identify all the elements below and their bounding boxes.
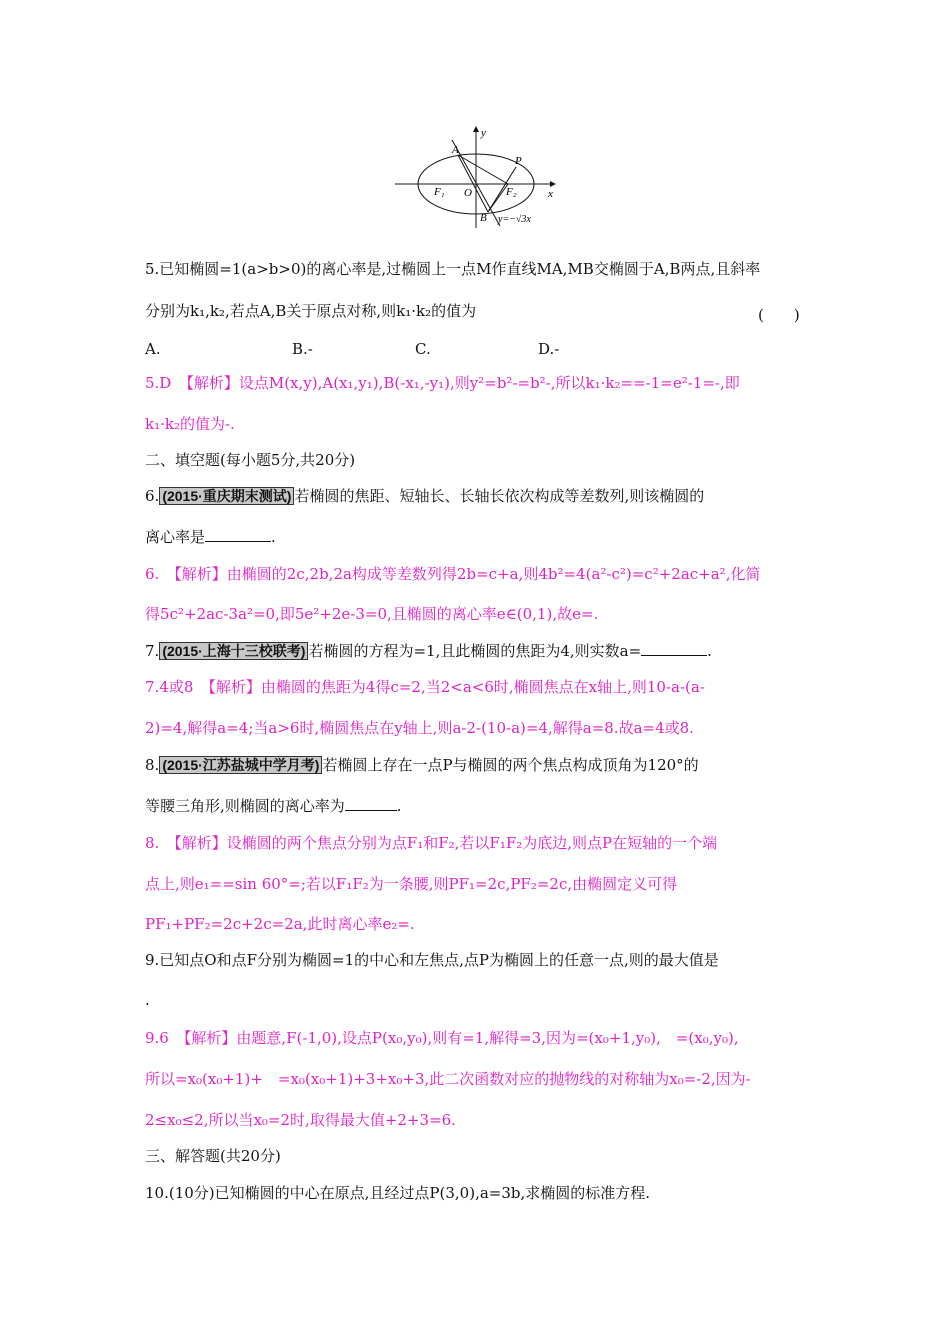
q7-number: 7. (145, 642, 160, 660)
a7-line2: 2)=4,解得a=4;当a>6时,椭圆焦点在y轴上,则a-2-(10-a)=4,解得a=8.故a=4或8. (145, 719, 694, 737)
q9-line2: . (145, 991, 150, 1009)
q7-text: 若椭圆的方程为=1,且此椭圆的焦距为4,则实数a= (308, 642, 642, 660)
q7-answer-blank[interactable] (641, 641, 707, 656)
q6-source-tag: (2015·重庆期末测试) (159, 487, 294, 505)
label-F1: F₁ (434, 186, 445, 198)
a8-line1: 8. 【解析】设椭圆的两个焦点分别为点F₁和F₂,若以F₁F₂为底边,则点P在短轴的一个端 (145, 834, 718, 852)
q5-line2: 分别为k₁,k₂,若点A,B关于原点对称,则k₁·k₂的值为 (145, 302, 477, 320)
a6-line1: 6. 【解析】由椭圆的2c,2b,2a构成等差数列得2b=c+a,则4b²=4(a²-c²)=c²+2ac+a²,化简 (145, 565, 761, 583)
label-x: x (548, 188, 553, 200)
a5-line1: 5.D 【解析】设点M(x,y),A(x₁,y₁),B(-x₁,-y₁),则y²=b²-=b²-,所以k₁·k₂==-1=e²-1=-,即 (145, 374, 740, 392)
a8-line3: PF₁+PF₂=2c+2c=2a,此时离心率e₂=. (145, 915, 415, 933)
q5-option-c: C. (415, 340, 431, 358)
label-O: O (464, 187, 472, 199)
label-A: A (452, 144, 459, 156)
a5-line2: k₁·k₂的值为-. (145, 415, 235, 433)
q8-line2 (145, 796, 402, 816)
label-F2: F₂ (506, 186, 517, 198)
section-2-title: 二、填空题(每小题5分,共20分) (145, 451, 356, 469)
x-axis-arrow-icon (550, 181, 556, 187)
q5-answer-paren: ( ) (758, 306, 800, 324)
a9-line3: 2≤x₀≤2,所以当x₀=2时,取得最大值+2+3=6. (145, 1111, 456, 1129)
q9-line1: 9.已知点O和点F分别为椭圆=1的中心和左焦点,点P为椭圆上的任意一点,则的最大值是 (145, 951, 719, 969)
q6-line2-text: 离心率是 (145, 528, 206, 546)
q6-end: . (271, 528, 276, 546)
q8-line2-text: 等腰三角形,则椭圆的离心率为 (145, 797, 345, 815)
a9-line2: 所以=x₀(x₀+1)+ =x₀(x₀+1)+3+x₀+3,此二次函数对应的抛物线的对称轴为x₀=-2,因为- (145, 1070, 751, 1088)
q8-line1 (145, 755, 699, 775)
label-y: y (481, 127, 486, 139)
q8-text: 若椭圆上存在一点P与椭圆的两个焦点构成顶角为120°的 (322, 756, 699, 774)
a9-line1: 9.6 【解析】由题意,F(-1,0),设点P(x₀,y₀),则有=1,解得=3,因为=(x₀+1,y₀), =(x₀,y₀), (145, 1029, 739, 1047)
label-P: P (515, 155, 522, 167)
q6-line1 (145, 486, 704, 506)
q6-text: 若椭圆的焦距、短轴长、长轴长依次构成等差数列,则该椭圆的 (294, 487, 705, 505)
q5-option-a: A. (145, 340, 161, 358)
a8-line2: 点上,则e₁==sin 60°=;若以F₁F₂为一条腰,则PF₁=2c,PF₂=2c,由椭圆定义可得 (145, 875, 678, 893)
section-3-title: 三、解答题(共20分) (145, 1147, 281, 1165)
q8-source-tag: (2015·江苏盐城中学月考) (159, 756, 322, 774)
q7-end: . (707, 642, 712, 660)
segment-F1-F2-mark (488, 184, 508, 212)
q7-source-tag: (2015·上海十三校联考) (159, 642, 308, 660)
q5-option-d: D.- (538, 340, 560, 358)
label-line-equation: y=−√3x (498, 214, 531, 225)
y-axis-arrow-icon (473, 126, 479, 132)
q8-end: . (396, 797, 402, 815)
q8-answer-blank[interactable] (345, 796, 397, 811)
q10-line1: 10.(10分)已知椭圆的中心在原点,且经过点P(3,0),a=3b,求椭圆的标准方程. (145, 1184, 651, 1202)
q8-number: 8. (145, 756, 160, 774)
q7-line1 (145, 641, 712, 661)
q5-option-b: B.- (292, 340, 313, 358)
a7-line1: 7.4或8 【解析】由椭圆的焦距为4得c=2,当2<a<6时,椭圆焦点在x轴上,则10-a-(a- (145, 678, 705, 696)
ellipse-figure (390, 122, 570, 232)
q6-number: 6. (145, 487, 160, 505)
q5-line1: 5.已知椭圆=1(a>b>0)的离心率是,过椭圆上一点M作直线MA,MB交椭圆于A,B两点,且斜率 (145, 260, 761, 278)
a6-line2: 得5c²+2ac-3a²=0,即5e²+2e-3=0,且椭圆的离心率e∈(0,1),故e=. (145, 605, 599, 623)
q6-answer-blank[interactable] (205, 527, 271, 542)
q6-line2 (145, 527, 276, 547)
label-B: B (480, 212, 487, 224)
